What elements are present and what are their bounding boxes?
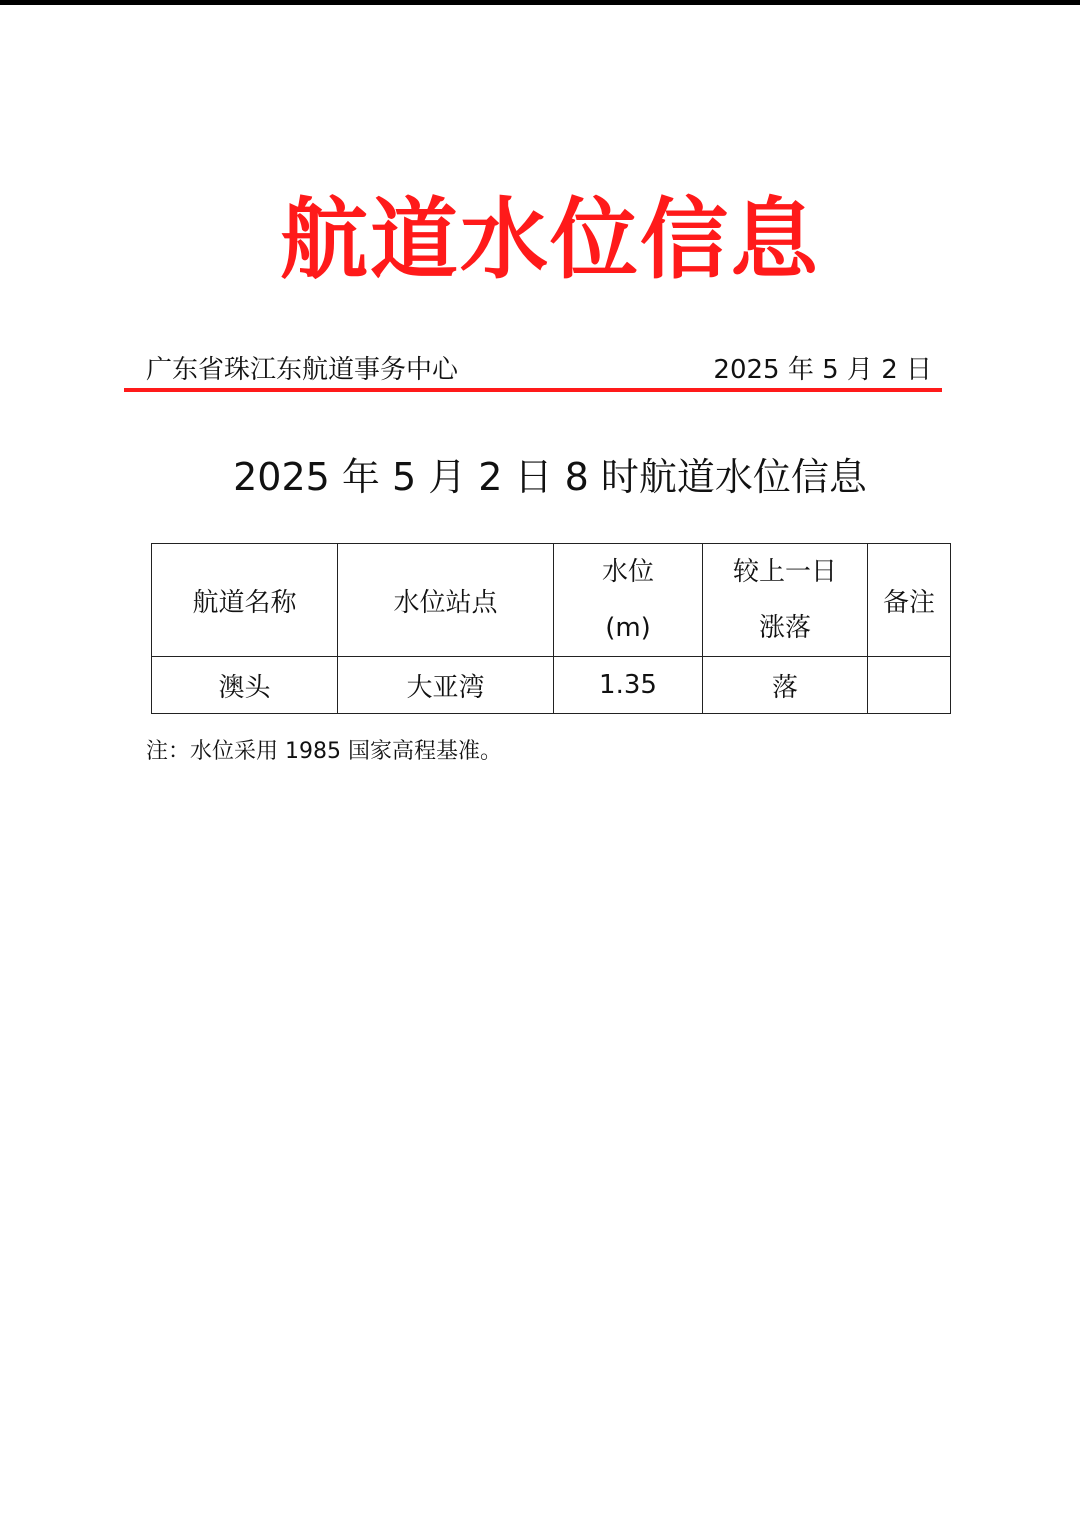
table-row	[152, 657, 951, 714]
footnote: 注：水位采用 1985 国家高程基准。	[146, 739, 502, 764]
water-level-table	[151, 543, 951, 714]
cell-channel-name: 澳头	[152, 657, 338, 714]
header-channel-name: 航道名称	[152, 544, 338, 657]
cell-change: 落	[703, 657, 868, 714]
header-water-level-label: 水位	[601, 557, 654, 587]
header-remarks: 备注	[868, 544, 951, 657]
cell-water-level: 1.35	[554, 657, 703, 714]
document-header	[146, 352, 932, 388]
top-border-bar	[0, 0, 1080, 5]
main-title: 航道水位信息	[279, 188, 820, 291]
header-change	[703, 544, 868, 657]
header-water-level	[554, 544, 703, 657]
header-change-line2: 涨落	[758, 613, 811, 643]
header-water-level-unit: (m)	[605, 613, 651, 643]
table-header-row	[152, 544, 951, 657]
red-divider-line	[124, 388, 942, 392]
organization-name: 广东省珠江东航道事务中心	[146, 355, 459, 385]
header-change-line1: 较上一日	[732, 557, 837, 587]
header-station: 水位站点	[338, 544, 554, 657]
issue-date: 2025 年 5 月 2 日	[713, 355, 932, 385]
document-title: 2025 年 5 月 2 日 8 时航道水位信息	[233, 455, 867, 499]
cell-remarks	[868, 657, 951, 714]
cell-station: 大亚湾	[338, 657, 554, 714]
